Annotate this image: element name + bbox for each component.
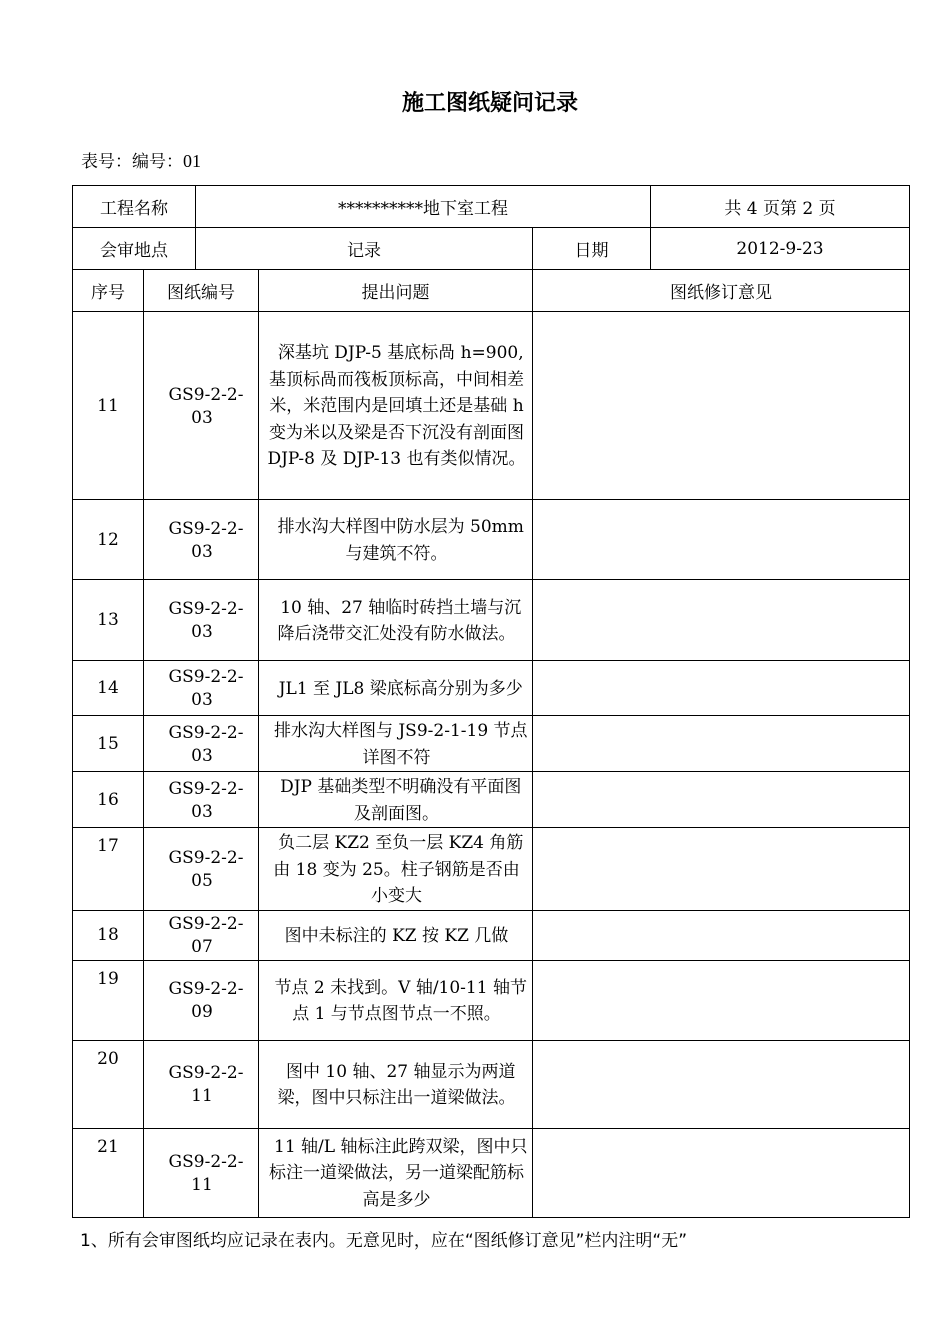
table-row [73,580,910,661]
row-drawing-no: GS9-2-2- 11 [144,1128,259,1217]
row-revision [533,1128,910,1217]
col-question-header: 提出问题 [259,270,533,312]
row-serial: 13 [73,580,144,661]
row-drawing-no: GS9-2-2- 03 [144,661,259,716]
row-question: 10 轴、27 轴临时砖挡土墙与沉降后浇带交汇处没有防水做法。 [259,580,533,661]
row-drawing-no: GS9-2-2- 03 [144,312,259,500]
drawing-query-table [72,185,910,1218]
table-row [73,828,910,911]
table-row [73,772,910,828]
table-row [73,1040,910,1128]
row-question: JL1 至 JL8 梁底标高分别为多少 [259,661,533,716]
row-serial: 15 [73,716,144,772]
table-row [73,910,910,960]
page-info: 共 4 页第 2 页 [651,186,910,228]
table-row [73,500,910,580]
row-serial: 18 [73,910,144,960]
form-number-label: 表号：编号： [81,152,183,172]
row-drawing-no: GS9-2-2- 03 [144,500,259,580]
row-serial: 19 [73,960,144,1040]
date-value: 2012-9-23 [651,228,910,270]
row-question: 图中未标注的 KZ 按 KZ 几做 [259,910,533,960]
col-revision-header: 图纸修订意见 [533,270,910,312]
row-drawing-no: GS9-2-2- 03 [144,772,259,828]
table-row [73,661,910,716]
review-place-label: 会审地点 [73,228,196,270]
row-revision [533,772,910,828]
row-drawing-no: GS9-2-2- 09 [144,960,259,1040]
row-revision [533,312,910,500]
footnote: 1、所有会审图纸均应记录在表内。无意见时，应在“图纸修订意见”栏内注明“无” [80,1231,688,1251]
row-revision [533,500,910,580]
row-question: DJP 基础类型不明确没有平面图及剖面图。 [259,772,533,828]
row-revision [533,960,910,1040]
row-serial: 16 [73,772,144,828]
table-row [73,1128,910,1217]
row-drawing-no: GS9-2-2- 11 [144,1040,259,1128]
date-label: 日期 [533,228,651,270]
row-revision [533,828,910,911]
row-question: 排水沟大样图与 JS9-2-1-19 节点详图不符 [259,716,533,772]
row-question: 深基坑 DJP-5 基底标咼 h=900,基顶标咼而筏板顶标高，中间相差米，米范围内是回填土还是基础 h 变为米以及梁是否下沉没有剖面图 DJP-8 及 DJP-13 也有类似情况。 [259,312,533,500]
form-number-value: 01 [183,151,201,171]
row-drawing-no: GS9-2-2- 03 [144,580,259,661]
row-revision [533,716,910,772]
row-revision [533,1040,910,1128]
row-serial: 20 [73,1040,144,1128]
table-row [73,312,910,500]
row-question: 11 轴/L 轴标注此跨双梁，图中只标注一道梁做法，另一道梁配筋标高是多少 [259,1128,533,1217]
review-place-value: 记录 [196,228,533,270]
row-drawing-no: GS9-2-2- 03 [144,716,259,772]
project-name-value: **********地下室工程 [196,186,651,228]
table-row [73,960,910,1040]
row-question: 节点 2 未找到。V 轴/10-11 轴节点 1 与节点图节点一不照。 [259,960,533,1040]
row-drawing-no: GS9-2-2- 07 [144,910,259,960]
col-drawing-no-header: 图纸编号 [144,270,259,312]
row-question: 排水沟大样图中防水层为 50mm 与建筑不符。 [259,500,533,580]
row-serial: 12 [73,500,144,580]
form-number-line [81,147,201,172]
row-serial: 11 [73,312,144,500]
col-serial-header: 序号 [73,270,144,312]
row-revision [533,661,910,716]
row-question: 负二层 KZ2 至负一层 KZ4 角筋由 18 变为 25。柱子钢筋是否由小变大 [259,828,533,911]
project-name-label: 工程名称 [73,186,196,228]
row-serial: 14 [73,661,144,716]
page-title: 施工图纸疑问记录 [401,91,578,116]
review-row [73,228,910,270]
row-serial: 21 [73,1128,144,1217]
row-revision [533,580,910,661]
row-question: 图中 10 轴、27 轴显示为两道梁，图中只标注出一道梁做法。 [259,1040,533,1128]
column-header-row [73,270,910,312]
project-row [73,186,910,228]
row-serial: 17 [73,828,144,911]
row-revision [533,910,910,960]
row-drawing-no: GS9-2-2- 05 [144,828,259,911]
table-row [73,716,910,772]
